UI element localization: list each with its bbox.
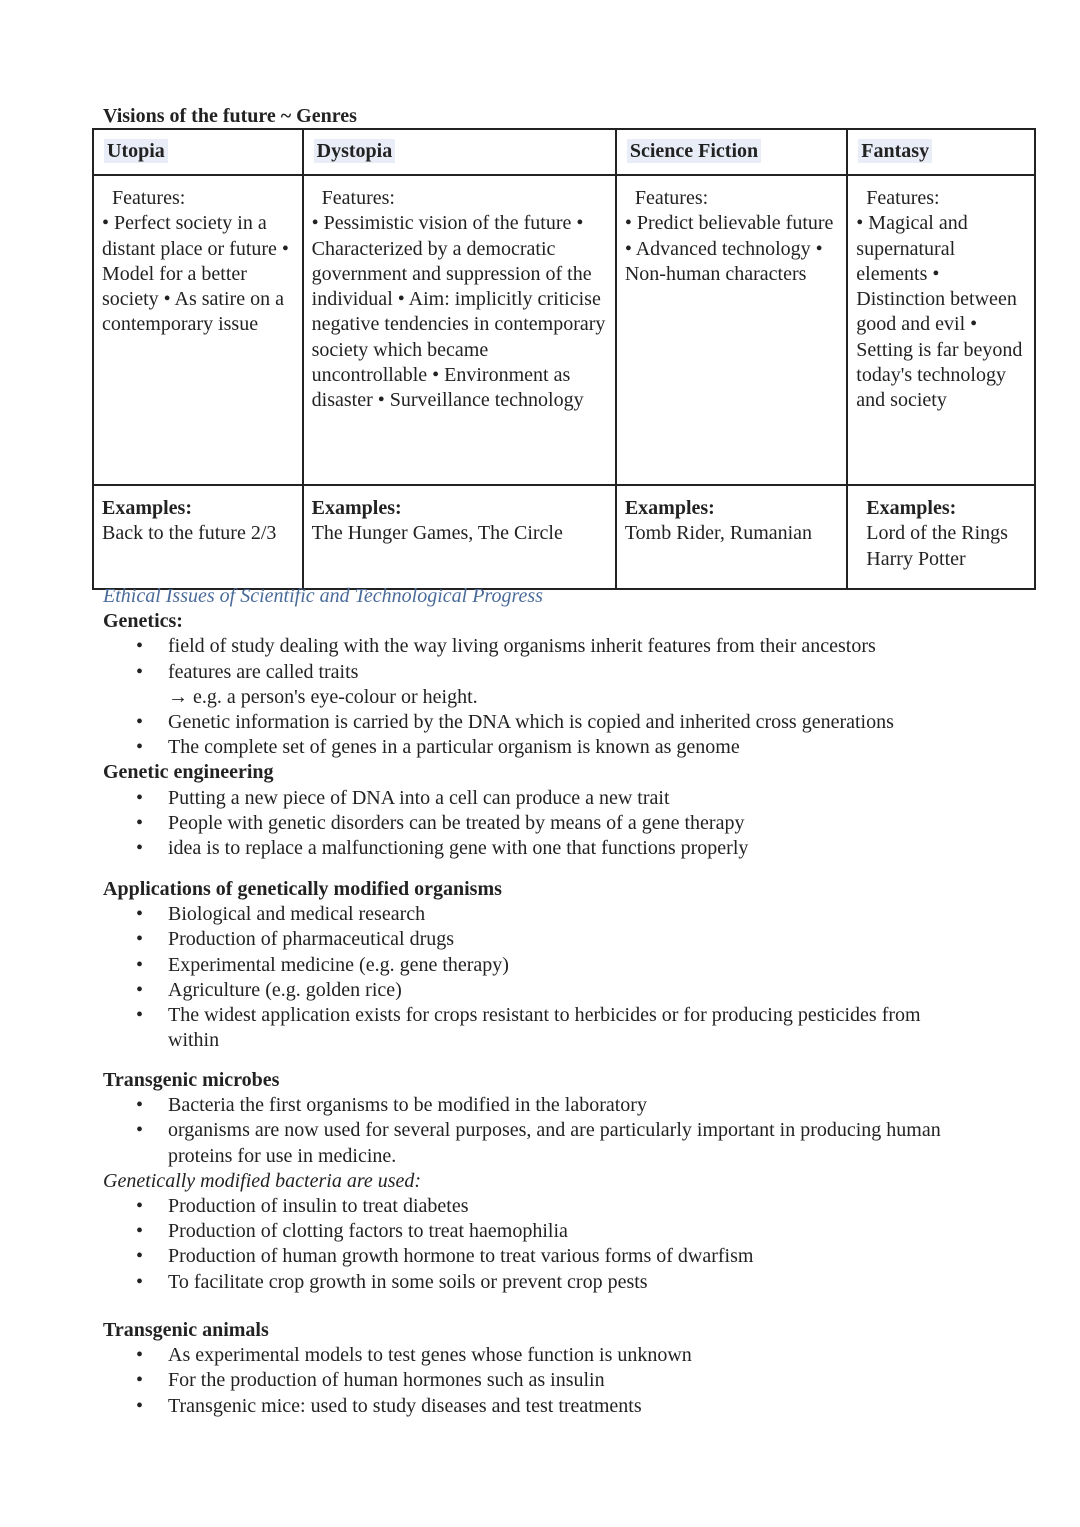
genres-features-row [93, 175, 1035, 485]
list-item: • Transgenic mice: used to study diseases and test treatments [103, 1394, 692, 1419]
features-label: Features: [866, 187, 940, 209]
header-label: Utopia [104, 139, 168, 163]
features-text: • Magical and supernatural elements • Distinction between good and evil • Setting is far beyond today's technology and society [856, 212, 1023, 412]
examples-label: Examples: [866, 497, 957, 519]
examples-text: Lord of the Rings Harry Potter [866, 522, 1008, 570]
animals-list [103, 1343, 692, 1419]
list-item: • Genetic information is carried by the DNA which is copied and inherited cross generations [103, 710, 894, 735]
features-text: • Perfect society in a distant place or future • Model for a better society • As satire on a contemporary issue [102, 212, 289, 336]
microbes-heading: Transgenic microbes [103, 1069, 280, 1091]
features-label: Features: [634, 187, 709, 209]
genetics-heading: Genetics: [103, 610, 183, 633]
list-item: • To facilitate crop growth in some soils or prevent crop pests [103, 1270, 1080, 1295]
features-dystopia [303, 175, 616, 485]
examples-label: Examples: [102, 497, 192, 519]
examples-label: Examples: [311, 497, 402, 519]
list-item: • Agriculture (e.g. golden rice) [103, 978, 1080, 1003]
list-item: • Putting a new piece of DNA into a cell can produce a new trait [103, 786, 894, 811]
animals-heading: Transgenic animals [103, 1319, 269, 1341]
list-item: • The widest application exists for crops resistant to herbicides or for producing pesticides from within [103, 1003, 1080, 1053]
list-item: • The complete set of genes in a particular organism is known as genome [103, 735, 894, 760]
examples-text: Tomb Rider, Rumanian [624, 522, 813, 545]
features-text: • Predict believable future • Advanced technology • Non-human characters [624, 212, 834, 285]
examples-dystopia [303, 485, 616, 589]
list-item: • features are called traits [103, 660, 894, 685]
header-dystopia [303, 129, 616, 175]
features-label: Features: [321, 187, 395, 209]
ethics-title: Ethical Issues of Scientific and Technological Progress [103, 585, 543, 607]
animals-section [103, 1318, 692, 1419]
header-science-fiction [616, 129, 847, 175]
features-science-fiction [616, 175, 847, 485]
features-utopia [93, 175, 303, 485]
examples-science-fiction [616, 485, 847, 589]
list-item: • field of study dealing with the way living organisms inherit features from their ancestors [103, 634, 894, 659]
examples-text: The Hunger Games, The Circle [311, 522, 563, 545]
features-label: Features: [112, 187, 186, 209]
examples-text: Back to the future 2/3 [102, 522, 277, 545]
genres-header-row [93, 129, 1035, 175]
engineering-heading: Genetic engineering [103, 761, 274, 784]
genres-examples-row [93, 485, 1035, 589]
microbes-subheading: Genetically modified bacteria are used: [103, 1169, 422, 1192]
list-item: • Production of clotting factors to treat haemophilia [103, 1219, 1080, 1244]
header-label: Fantasy [858, 139, 932, 163]
applications-section [103, 877, 1080, 1053]
list-item: • Production of insulin to treat diabetes [103, 1194, 1080, 1219]
list-item: • People with genetic disorders can be treated by means of a gene therapy [103, 811, 894, 836]
applications-heading: Applications of genetically modified organisms [103, 878, 502, 900]
header-fantasy [847, 129, 1035, 175]
genetics-list-cont [103, 710, 894, 760]
examples-fantasy [847, 485, 1035, 589]
engineering-list [103, 786, 894, 862]
genetics-list [103, 634, 894, 684]
list-item: • organisms are now used for several purposes, and are particularly important in producing human proteins for use in medicine. [103, 1118, 1080, 1168]
header-utopia [93, 129, 303, 175]
list-item: • As experimental models to test genes whose function is unknown [103, 1343, 692, 1368]
microbes-section [103, 1068, 1080, 1295]
applications-list [103, 902, 1080, 1053]
genres-table [92, 128, 1036, 590]
examples-utopia [93, 485, 303, 589]
features-fantasy [847, 175, 1035, 485]
list-item: • idea is to replace a malfunctioning gene with one that functions properly [103, 836, 894, 861]
genres-title: Visions of the future ~ Genres [103, 105, 357, 127]
genetics-example: → e.g. a person's eye-colour or height. [168, 685, 478, 708]
header-label: Dystopia [314, 139, 396, 163]
ethics-section [103, 584, 894, 861]
features-text: • Pessimistic vision of the future • Characterized by a democratic government and suppression of the individual • Aim: implicitly criticise negative tendencies in contemporary society which became uncontrollable • Environment as disaster • Surveillance technology [311, 212, 606, 412]
header-label: Science Fiction [627, 139, 761, 163]
examples-label: Examples: [624, 497, 715, 519]
list-item: • Production of pharmaceutical drugs [103, 927, 1080, 952]
list-item: • Bacteria the first organisms to be modified in the laboratory [103, 1093, 1080, 1118]
list-item: • Biological and medical research [103, 902, 1080, 927]
microbes-list [103, 1093, 1080, 1169]
microbes-uses-list [103, 1194, 1080, 1295]
list-item: • For the production of human hormones such as insulin [103, 1368, 692, 1393]
list-item: • Experimental medicine (e.g. gene therapy) [103, 953, 1080, 978]
list-item: • Production of human growth hormone to treat various forms of dwarfism [103, 1244, 1080, 1269]
